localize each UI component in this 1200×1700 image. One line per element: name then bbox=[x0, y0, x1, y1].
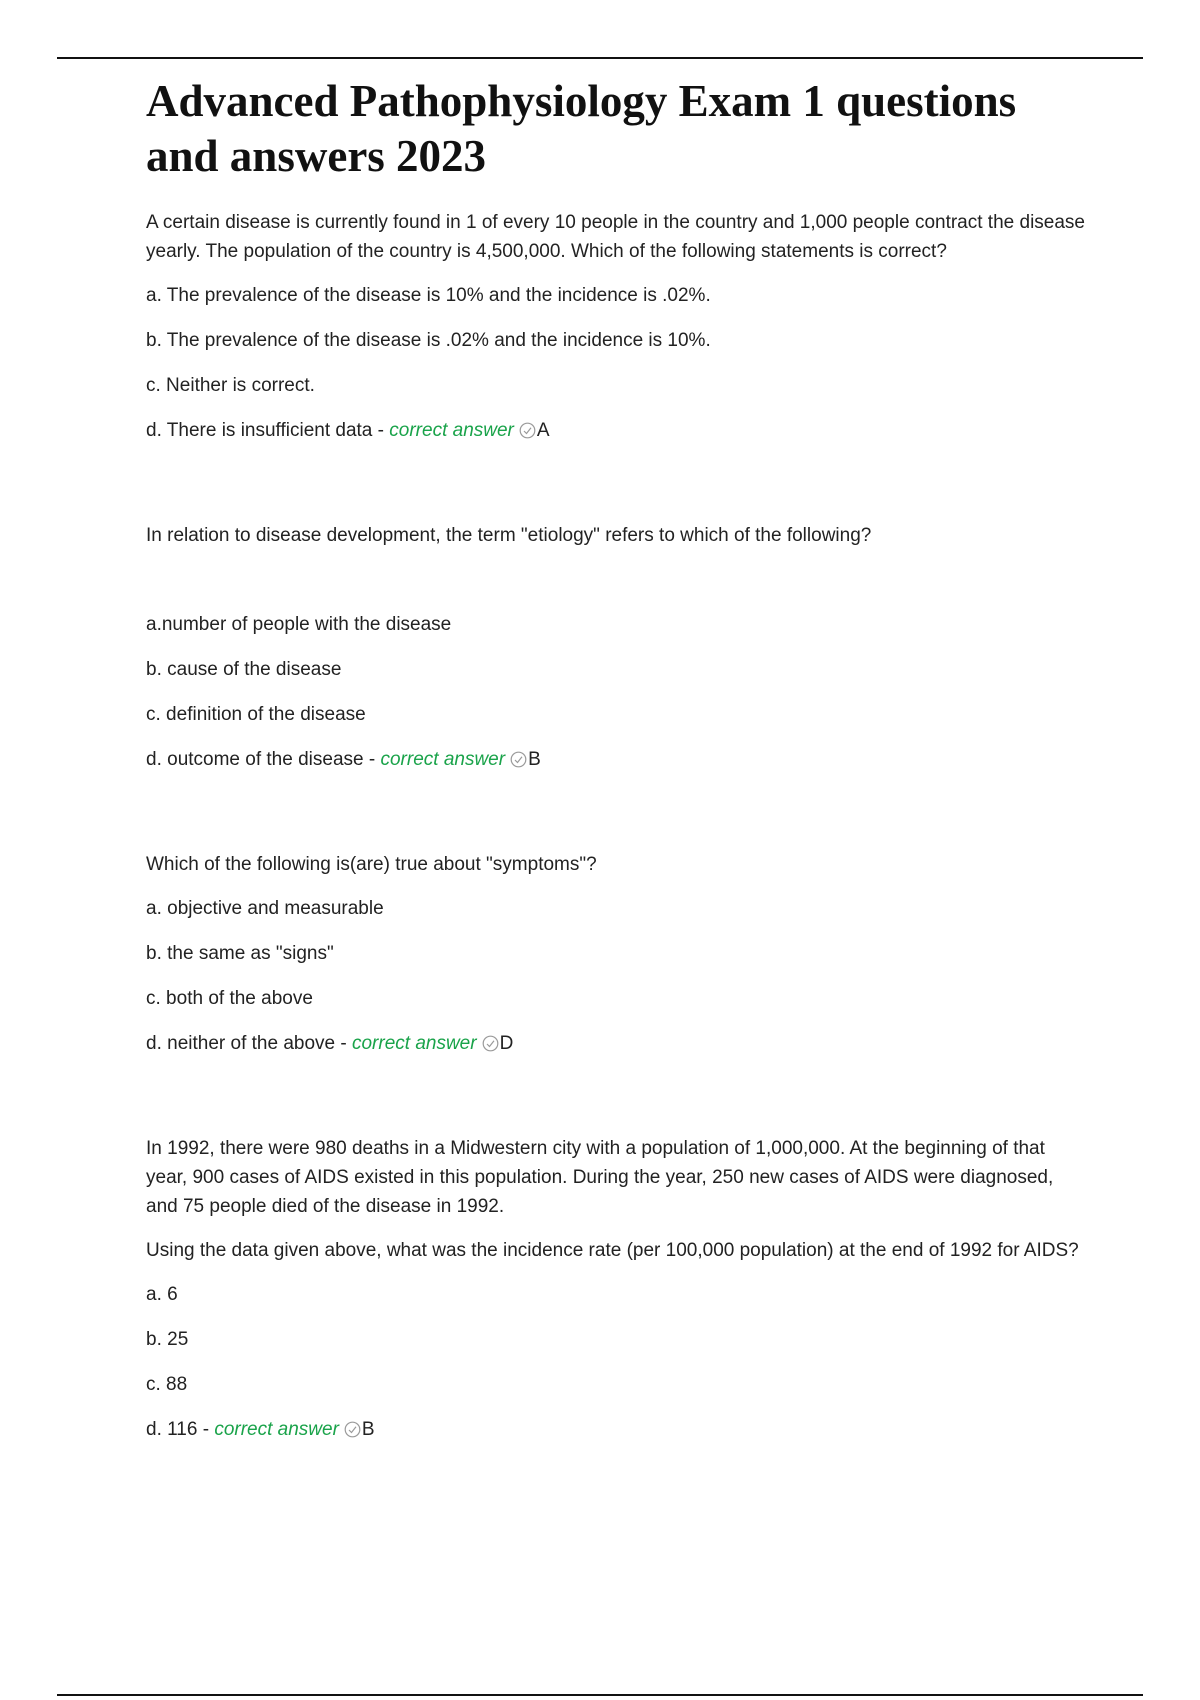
correct-answer-letter: B bbox=[361, 1419, 375, 1440]
document-title: Advanced Pathophysiology Exam 1 questions and answers 2023 bbox=[146, 76, 1017, 181]
option-text: d. There is insufficient data bbox=[146, 420, 373, 441]
question-block bbox=[146, 521, 1086, 774]
correct-answer-label: correct answer bbox=[351, 1033, 477, 1054]
option-text: d. outcome of the disease bbox=[146, 749, 364, 770]
check-circle-icon bbox=[344, 1421, 361, 1438]
question-prompt: Using the data given above, what was the incidence rate (per 100,000 population) at the end of 1992 for AIDS? bbox=[146, 1240, 1079, 1261]
answer-option: c. both of the above bbox=[146, 988, 313, 1009]
document-body bbox=[146, 74, 1086, 1460]
correct-answer-label: correct answer bbox=[389, 420, 514, 441]
answer-option-last: d. neither of the above - correct answer D bbox=[146, 1033, 514, 1054]
answer-option: b. 25 bbox=[146, 1329, 189, 1350]
top-rule bbox=[57, 57, 1143, 59]
question-block bbox=[146, 1134, 1086, 1444]
answer-option: a. 6 bbox=[146, 1284, 178, 1305]
question-block bbox=[146, 850, 1086, 1058]
bottom-rule bbox=[57, 1694, 1143, 1696]
answer-option-last: d. There is insufficient data - correct answer A bbox=[146, 420, 550, 441]
correct-answer-letter: D bbox=[499, 1033, 514, 1054]
question-prompt: A certain disease is currently found in 1 of every 10 people in the country and 1,000 people contract the disease yearly. The population of the country is 4,500,000. Which of the following statements is correct? bbox=[146, 212, 1085, 262]
question-prompt: In relation to disease development, the term "etiology" refers to which of the following? bbox=[146, 525, 872, 546]
answer-option: a.number of people with the disease bbox=[146, 614, 452, 635]
answer-option: b. The prevalence of the disease is .02% and the incidence is 10%. bbox=[146, 330, 711, 351]
check-circle-icon bbox=[482, 1035, 499, 1052]
question-prompt: Which of the following is(are) true about "symptoms"? bbox=[146, 854, 597, 875]
answer-option: c. definition of the disease bbox=[146, 704, 366, 725]
correct-answer-label: correct answer bbox=[380, 749, 506, 770]
check-circle-icon bbox=[510, 751, 527, 768]
option-text: d. 116 bbox=[146, 1419, 198, 1440]
answer-option-last: d. 116 - correct answer B bbox=[146, 1419, 375, 1440]
answer-option: a. The prevalence of the disease is 10% and the incidence is .02%. bbox=[146, 285, 711, 306]
answer-option-last: d. outcome of the disease - correct answer B bbox=[146, 749, 541, 770]
correct-answer-label: correct answer bbox=[214, 1419, 339, 1440]
correct-answer-letter: B bbox=[528, 749, 541, 770]
answer-option: b. cause of the disease bbox=[146, 659, 342, 680]
question-block bbox=[146, 208, 1086, 445]
answer-option: a. objective and measurable bbox=[146, 898, 384, 919]
option-text: d. neither of the above bbox=[146, 1033, 336, 1054]
answer-option: c. Neither is correct. bbox=[146, 375, 315, 396]
correct-answer-letter: A bbox=[536, 420, 550, 441]
question-prompt: In 1992, there were 980 deaths in a Midwestern city with a population of 1,000,000. At the beginning of that year, 900 cases of AIDS existed in this population. During the year, 250 new cases of AIDS were diagnosed, and 75 people died of the disease in 1992. bbox=[146, 1138, 1054, 1217]
answer-option: b. the same as "signs" bbox=[146, 943, 334, 964]
answer-option: c. 88 bbox=[146, 1374, 188, 1395]
check-circle-icon bbox=[519, 422, 536, 439]
